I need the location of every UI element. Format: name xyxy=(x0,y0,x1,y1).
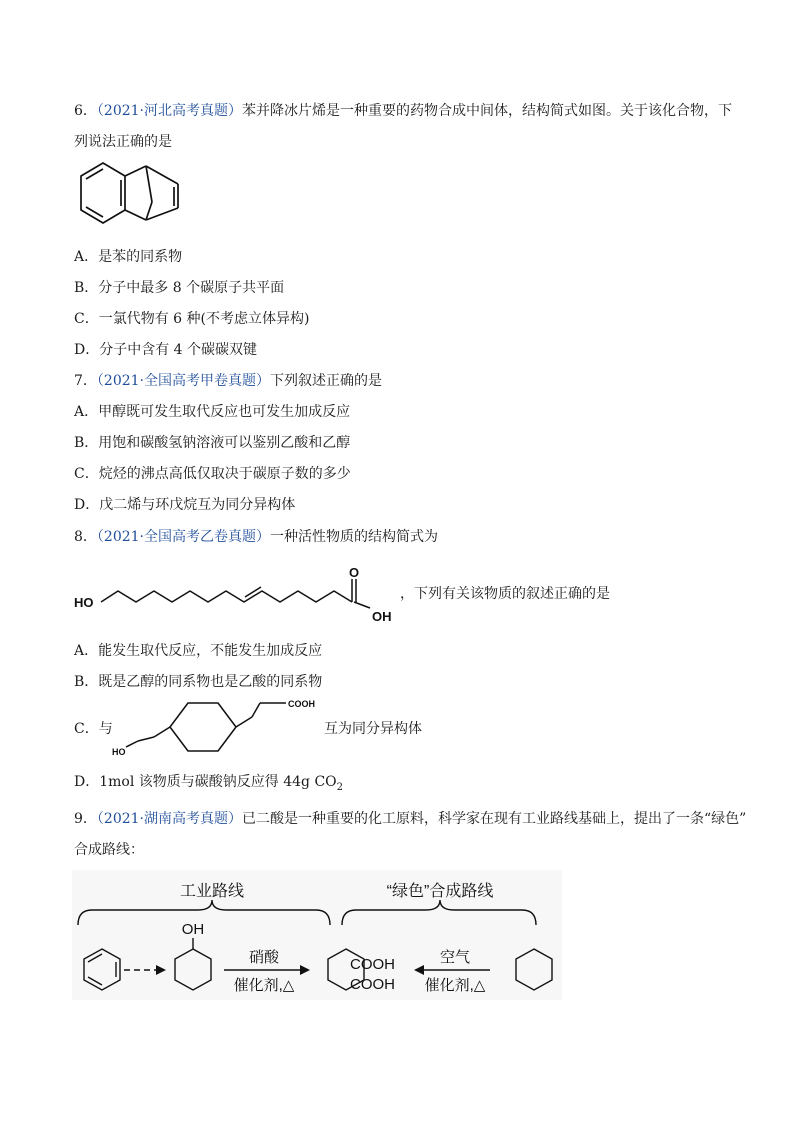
q8-option-c-suffix: 互为同分异构体 xyxy=(324,721,422,737)
q8-number: 8． xyxy=(74,529,97,545)
q8-stem-line xyxy=(74,527,438,547)
isomer-cooh-label: COOH xyxy=(288,699,315,709)
q7-option-b: B．用饱和碳酸氢钠溶液可以鉴别乙酸和乙醇 xyxy=(74,435,351,451)
isomer-ho-label: HO xyxy=(112,747,126,757)
cooh-label-lower: COOH xyxy=(350,976,395,993)
acid-oh-label: OH xyxy=(372,609,392,624)
carbonyl-oxygen-label: O xyxy=(349,565,360,580)
industrial-route-label: 工业路线 xyxy=(179,883,245,900)
q8-option-b: B．既是乙醇的同系物也是乙酸的同系物 xyxy=(74,674,323,690)
q6-stem: 苯并降冰片烯是一种重要的药物合成中间体，结构简式如图。关于该化合物，下 xyxy=(242,103,733,119)
adipic-acid-synthesis-scheme xyxy=(72,870,562,1000)
q7-option-a: A．甲醇既可发生取代反应也可发生加成反应 xyxy=(74,404,351,420)
q6-option-d: D．分子中含有 4 个碳碳双键 xyxy=(74,342,258,358)
q8-option-d-text: D．1mol 该物质与碳酸钠反应得 44g CO xyxy=(74,774,337,790)
q7-source: （2021·全国高考甲卷真题） xyxy=(96,373,271,389)
air-label: 空气 xyxy=(439,949,471,966)
q6-option-a: A．是苯的同系物 xyxy=(74,249,183,265)
benzonorbornadiene-structure xyxy=(74,162,186,230)
active-compound-structure xyxy=(74,562,400,626)
q6-stem-line2: 列说法正确的是 xyxy=(74,134,172,150)
cyclohexane-isomer-structure xyxy=(108,697,322,759)
q9-stem-line1 xyxy=(74,809,746,829)
q8-after-structure: ，下列有关该物质的叙述正确的是 xyxy=(400,586,610,602)
q7-stem-line xyxy=(74,371,382,391)
q6-number: 6． xyxy=(74,103,97,119)
q8-option-a: A．能发生取代反应，不能发生加成反应 xyxy=(74,643,323,659)
q8-source: （2021·全国高考乙卷真题） xyxy=(96,529,271,545)
q7-number: 7． xyxy=(74,373,97,389)
q7-option-c: C．烷烃的沸点高低仅取决于碳原子数的多少 xyxy=(74,466,351,482)
q8-option-c-prefix: C．与 xyxy=(74,721,113,737)
q7-stem: 下列叙述正确的是 xyxy=(270,373,383,389)
q6-source: （2021·河北高考真题） xyxy=(96,103,243,119)
q9-stem-line2: 合成路线： xyxy=(74,842,144,858)
q6-option-b: B．分子中最多 8 个碳原子共平面 xyxy=(74,280,285,296)
q8-option-d xyxy=(74,772,343,798)
q9-number: 9． xyxy=(74,811,97,827)
cyclohexanol-oh-label: OH xyxy=(181,921,205,938)
cooh-label-upper: COOH xyxy=(350,956,395,973)
q6-option-c: C．一氯代物有 6 种(不考虑立体异构) xyxy=(74,311,310,327)
q9-source: （2021·湖南高考真题） xyxy=(96,811,243,827)
catalyst-heat-label-2: 催化剂,△ xyxy=(424,977,486,994)
q7-option-d: D．戊二烯与环戊烷互为同分异构体 xyxy=(74,497,296,513)
catalyst-heat-label-1: 催化剂,△ xyxy=(233,977,295,994)
co2-subscript: 2 xyxy=(336,781,344,793)
q9-stem: 已二酸是一种重要的化工原料，科学家在现有工业路线基础上，提出了一条“绿色” xyxy=(242,811,747,827)
q8-stem: 一种活性物质的结构简式为 xyxy=(270,529,439,545)
hydroxyl-label: HO xyxy=(74,595,94,610)
q6-stem-line1 xyxy=(74,101,732,121)
nitric-acid-label: 硝酸 xyxy=(248,949,280,966)
green-route-label: “绿色”合成路线 xyxy=(386,883,494,900)
